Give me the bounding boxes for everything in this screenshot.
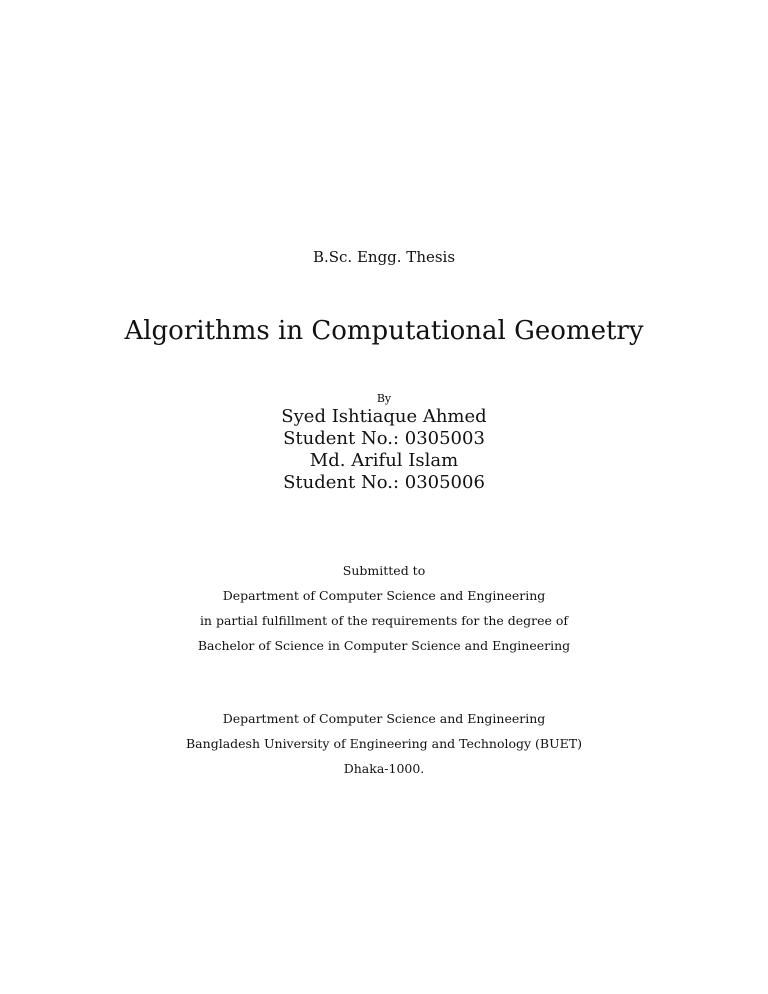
institution-department: Department of Computer Science and Engineering xyxy=(222,711,546,726)
by-label: By xyxy=(376,392,392,405)
submission-block xyxy=(0,558,768,658)
submission-department: Department of Computer Science and Engineering xyxy=(222,588,546,603)
degree-name: Bachelor of Science in Computer Science and Engineering xyxy=(197,638,571,653)
author-block xyxy=(0,406,768,494)
author-name: Md. Ariful Islam xyxy=(309,450,459,471)
author-student-number: Student No.: 0305003 xyxy=(283,428,485,449)
author-student-number: Student No.: 0305006 xyxy=(283,472,485,493)
submitted-to-label: Submitted to xyxy=(342,563,426,578)
author-name: Syed Ishtiaque Ahmed xyxy=(281,406,487,427)
university-name: Bangladesh University of Engineering and Technology (BUET) xyxy=(186,736,582,751)
thesis-type: B.Sc. Engg. Thesis xyxy=(312,248,456,266)
thesis-title: Algorithms in Computational Geometry xyxy=(124,316,644,346)
university-city: Dhaka-1000. xyxy=(343,761,425,776)
submission-purpose: in partial fulfillment of the requirements for the degree of xyxy=(199,613,569,628)
institution-block xyxy=(0,706,768,781)
